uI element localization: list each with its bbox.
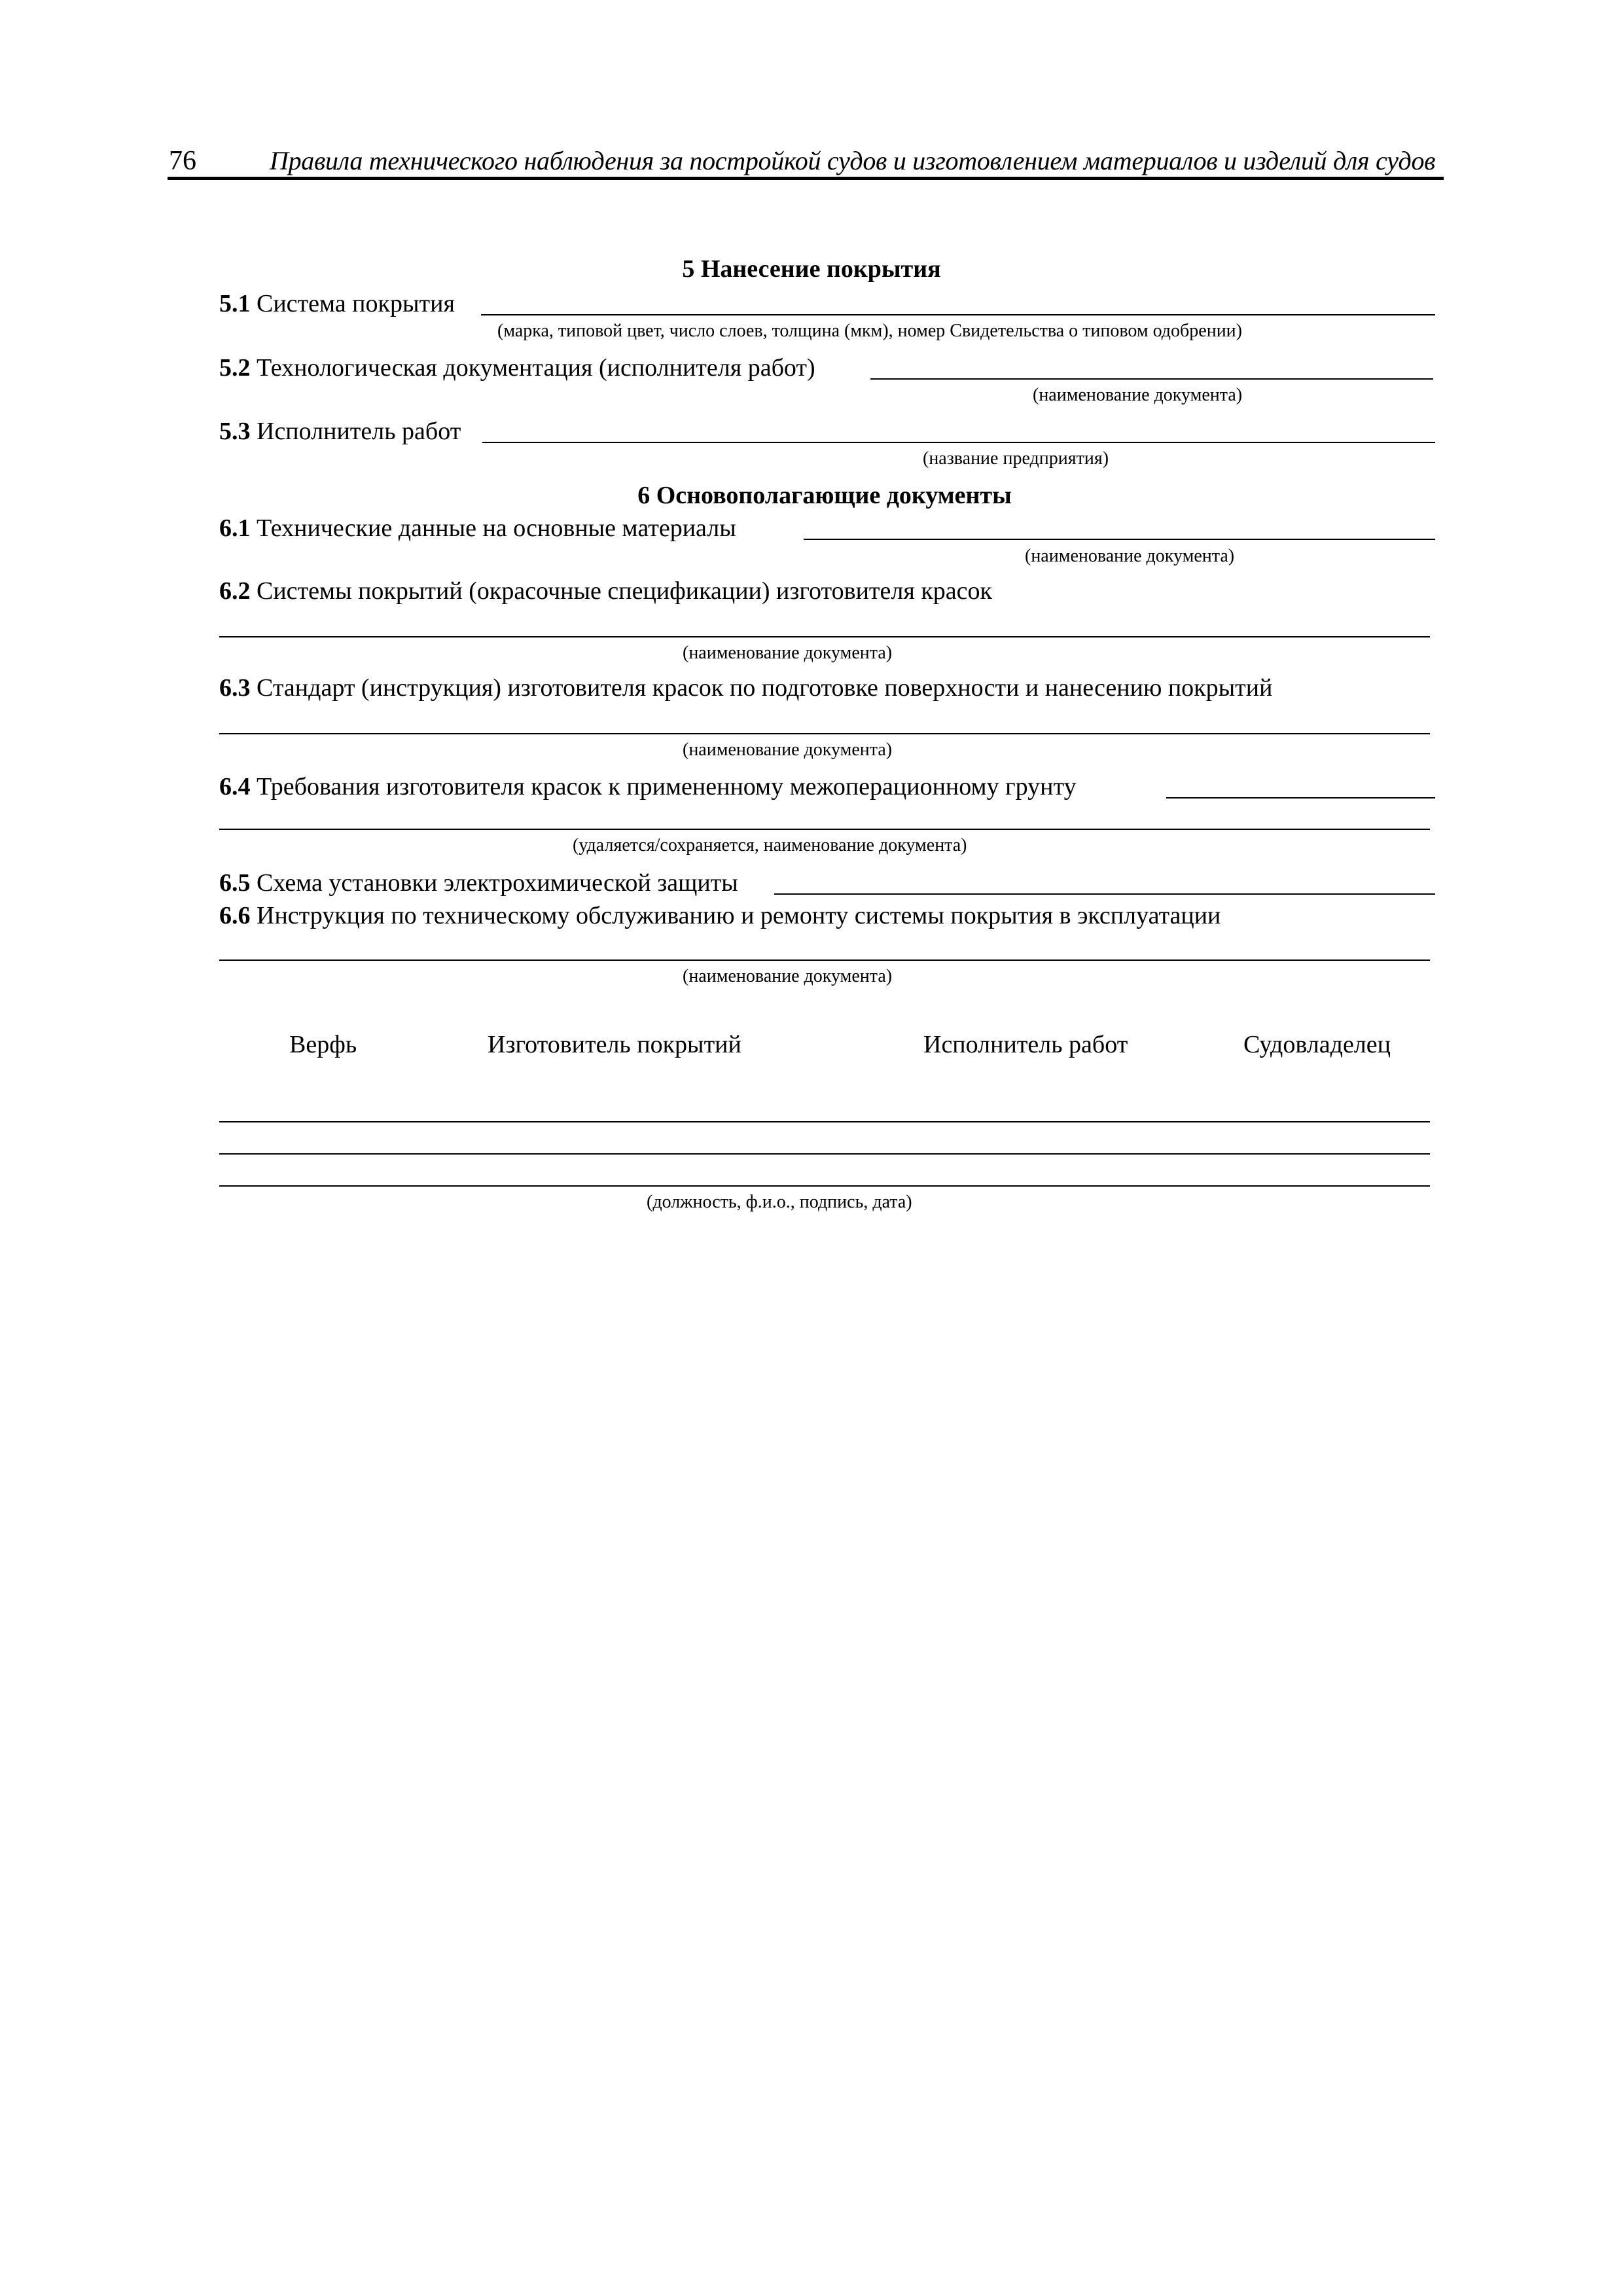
item-5-3-label: Исполнитель работ	[257, 418, 461, 445]
item-5-2-field[interactable]	[870, 378, 1433, 380]
signature-line-1[interactable]	[219, 1121, 1430, 1122]
signature-line-2[interactable]	[219, 1153, 1430, 1155]
item-6-3-field[interactable]	[219, 733, 1430, 734]
item-6-6-number: 6.6	[219, 902, 251, 929]
item-5-3-caption: (название предприятия)	[923, 448, 1109, 469]
item-6-2-field[interactable]	[219, 636, 1430, 637]
signature-caption: (должность, ф.и.о., подпись, дата)	[647, 1192, 912, 1212]
item-6-4-caption: (удаляется/сохраняется, наименование документа)	[573, 835, 967, 855]
item-6-6-field[interactable]	[219, 960, 1430, 961]
item-6-5	[219, 870, 738, 895]
item-6-5-field[interactable]	[774, 893, 1435, 895]
header-rule	[168, 177, 1444, 180]
signature-contractor-label: Исполнитель работ	[923, 1031, 1128, 1058]
section-5-title: 5 Нанесение покрытия	[682, 255, 941, 283]
running-title: Правила технического наблюдения за постройкой судов и изготовлением материалов и изделий для судов	[270, 146, 1436, 175]
item-6-6-label: Инструкция по техническому обслуживанию и ремонту системы покрытия в эксплуатации	[257, 902, 1221, 929]
item-6-3-number: 6.3	[219, 674, 251, 702]
item-5-1-number: 5.1	[219, 290, 251, 317]
item-5-1-label: Система покрытия	[257, 290, 455, 317]
signature-shipowner-label: Судовладелец	[1243, 1031, 1391, 1058]
item-5-3-field[interactable]	[482, 442, 1435, 443]
item-6-4-field-inline[interactable]	[1166, 797, 1435, 798]
item-5-2-caption: (наименование документа)	[1033, 385, 1243, 405]
item-5-1-caption: (марка, типовой цвет, число слоев, толщина (мкм), номер Свидетельства о типовом одобрении)	[497, 321, 1242, 341]
item-6-5-number: 6.5	[219, 869, 251, 897]
item-6-2-caption: (наименование документа)	[683, 643, 893, 663]
item-6-1-field[interactable]	[804, 539, 1435, 540]
item-6-1-caption: (наименование документа)	[1025, 546, 1235, 566]
signature-shipyard-label: Верфь	[289, 1031, 357, 1058]
item-6-4	[219, 774, 1077, 799]
item-5-3-number: 5.3	[219, 418, 251, 445]
item-6-5-label: Схема установки электрохимической защиты	[257, 869, 738, 897]
item-6-3	[219, 675, 1272, 700]
page-number: 76	[169, 146, 196, 176]
item-5-1-field[interactable]	[481, 314, 1435, 315]
item-6-1-number: 6.1	[219, 514, 251, 542]
item-5-2-label: Технологическая документация (исполнителя работ)	[257, 354, 815, 382]
signature-coating-manufacturer-label: Изготовитель покрытий	[488, 1031, 741, 1058]
item-5-2-number: 5.2	[219, 354, 251, 382]
item-5-3	[219, 419, 461, 444]
item-6-6-caption: (наименование документа)	[683, 966, 893, 986]
item-6-3-label: Стандарт (инструкция) изготовителя красок по подготовке поверхности и нанесению покрытий	[257, 674, 1273, 702]
item-5-2	[219, 355, 815, 380]
item-6-2-label: Системы покрытий (окрасочные спецификации) изготовителя красок	[257, 577, 992, 605]
item-6-1-label: Технические данные на основные материалы	[257, 514, 736, 542]
item-6-6	[219, 903, 1221, 928]
item-6-2-number: 6.2	[219, 577, 251, 605]
item-6-4-label: Требования изготовителя красок к примененному межоперационному грунту	[257, 773, 1077, 800]
item-6-2	[219, 579, 992, 603]
item-6-4-field[interactable]	[219, 829, 1430, 830]
item-5-1	[219, 291, 455, 316]
section-6-title: 6 Основополагающие документы	[637, 482, 1012, 509]
signature-line-3[interactable]	[219, 1185, 1430, 1187]
item-6-1	[219, 516, 736, 541]
item-6-3-caption: (наименование документа)	[683, 740, 893, 760]
item-6-4-number: 6.4	[219, 773, 251, 800]
